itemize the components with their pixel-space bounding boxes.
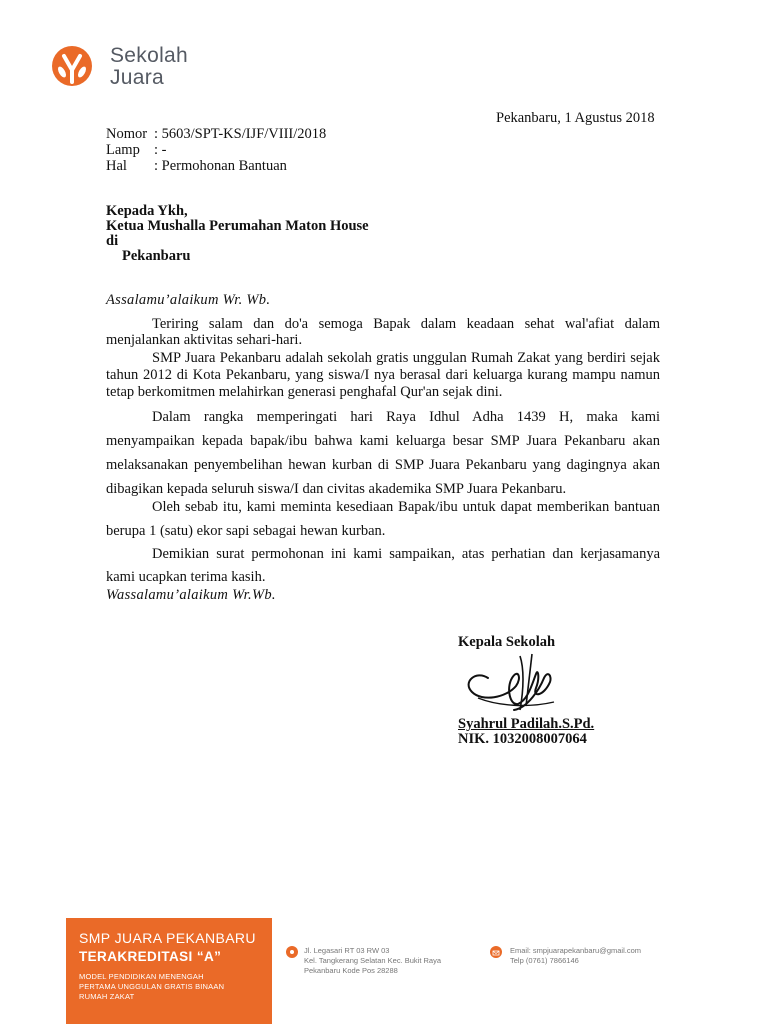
footer-tagline-line: PERTAMA UNGGULAN GRATIS BINAAN	[79, 982, 225, 991]
paragraph-line: tahun 2012 di Kota Pekanbaru, yang siswa/I nya berasal dari keluarga kurang mampu namun	[106, 367, 660, 383]
meta-lamp	[106, 142, 166, 159]
footer-address	[304, 946, 441, 976]
paragraph-2	[106, 350, 660, 401]
paragraph-4	[106, 495, 660, 543]
paragraph-line: melaksanakan penyembelihan hewan kurban di SMP Juara Pekanbaru yang dagingnya akan	[106, 457, 660, 473]
footer-contact	[510, 946, 641, 966]
paragraph-5	[106, 543, 660, 589]
footer-address-line: Pekanbaru Kode Pos 28288	[304, 966, 398, 975]
signatory-name: Syahrul Padilah.S.Pd.	[458, 716, 595, 732]
footer-phone: Telp (0761) 7866146	[510, 956, 579, 965]
footer-band	[66, 918, 272, 1024]
meta-key: Nomor	[106, 126, 148, 142]
paragraph-line: tetap berkomitmen melahirkan generasi penghafal Qur'an sejak dini.	[106, 384, 503, 400]
signature-title: Kepala Sekolah	[458, 634, 556, 650]
meta-value: : -	[154, 142, 167, 158]
paragraph-1	[106, 316, 660, 348]
footer-address-line: Jl. Legasari RT 03 RW 03	[304, 946, 390, 955]
footer-tagline	[79, 972, 224, 1002]
meta-value: : Permohonan Bantuan	[154, 158, 287, 174]
recipient-line-3: di	[106, 233, 119, 249]
footer-accreditation: TERAKREDITASI “A”	[79, 949, 222, 964]
footer-tagline-line: MODEL PENDIDIKAN MENENGAH	[79, 972, 204, 981]
paragraph-line: menjalankan aktivitas sehari-hari.	[106, 332, 303, 348]
meta-hal	[106, 158, 287, 175]
greeting: Assalamu’alaikum Wr. Wb.	[106, 292, 271, 308]
paragraph-line: Demikian surat permohonan ini kami sampaikan, atas perhatian dan kerjasamanya	[152, 546, 660, 562]
recipient-line-2: Ketua Mushalla Perumahan Maton House	[106, 218, 369, 234]
logo-text-juara: Juara	[110, 66, 165, 89]
paragraph-line: kami ucapkan terima kasih.	[106, 569, 266, 585]
logo-text-sekolah: Sekolah	[110, 44, 188, 67]
paragraph-line: Teriring salam dan do'a semoga Bapak dalam keadaan sehat wal'afiat dalam	[152, 316, 660, 332]
meta-key: Hal	[106, 158, 127, 174]
paragraph-line: SMP Juara Pekanbaru adalah sekolah gratis unggulan Rumah Zakat yang berdiri sejak	[152, 350, 660, 366]
paragraph-3	[106, 405, 660, 501]
paragraph-line: menyampaikan kepada bapak/ibu bahwa kami keluarga besar SMP Juara Pekanbaru akan	[106, 433, 660, 449]
meta-nomor	[106, 126, 326, 143]
recipient-line-4: Pekanbaru	[122, 248, 191, 264]
recipient-line-1: Kepada Ykh,	[106, 203, 188, 219]
closing: Wassalamu’alaikum Wr.Wb.	[106, 587, 276, 603]
paragraph-line: dibagikan kepada seluruh siswa/I dan civitas akademika SMP Juara Pekanbaru.	[106, 481, 567, 497]
letter-date: Pekanbaru, 1 Agustus 2018	[496, 110, 655, 126]
meta-value: : 5603/SPT-KS/IJF/VIII/2018	[154, 126, 327, 142]
meta-key: Lamp	[106, 142, 140, 158]
school-logo	[50, 44, 230, 92]
paragraph-line: Oleh sebab itu, kami meminta kesediaan Bapak/ibu untuk dapat memberikan bantuan	[152, 499, 660, 515]
paragraph-line: Dalam rangka memperingati hari Raya Idhul Adha 1439 H, maka kami	[152, 409, 660, 425]
sekolah-juara-logo-icon	[50, 44, 98, 92]
footer-school-name: SMP JUARA PEKANBARU	[79, 930, 256, 946]
email-icon	[490, 946, 502, 958]
paragraph-line: berupa 1 (satu) ekor sapi sebagai hewan kurban.	[106, 523, 386, 539]
footer-email: Email: smpjuarapekanbaru@gmail.com	[510, 946, 642, 955]
footer-address-line: Kel. Tangkerang Selatan Kec. Bukit Raya	[304, 956, 442, 965]
location-pin-icon	[286, 946, 298, 958]
signatory-nik: NIK. 1032008007064	[458, 731, 587, 747]
footer-tagline-line: RUMAH ZAKAT	[79, 992, 135, 1001]
handwritten-signature-icon	[458, 648, 568, 718]
